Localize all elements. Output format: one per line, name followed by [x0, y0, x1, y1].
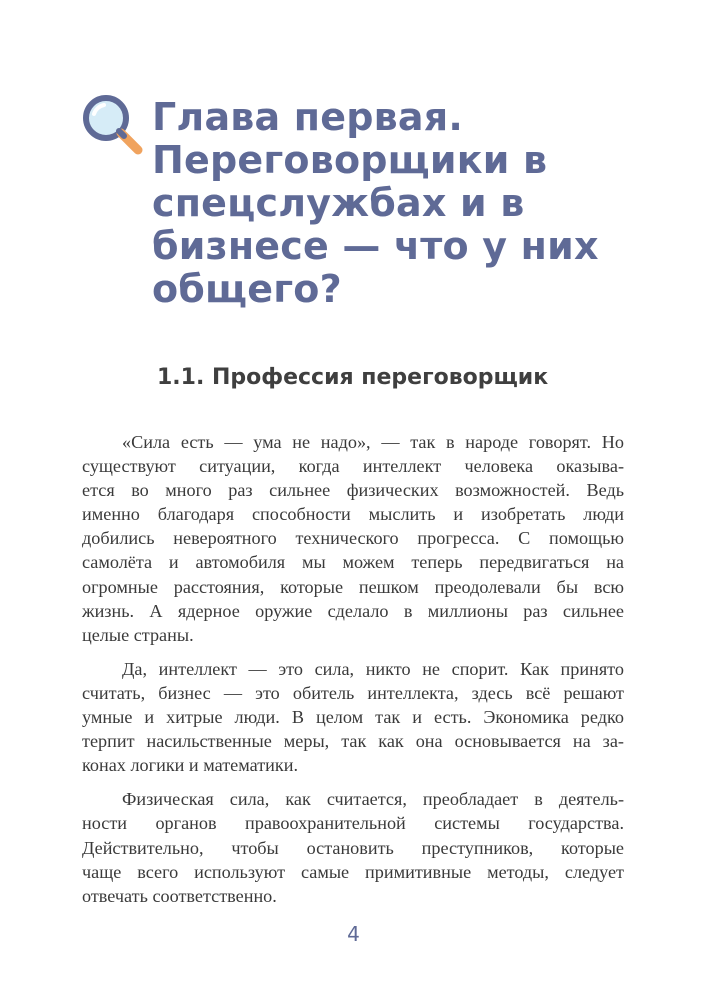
- text-line: терпит насильственные меры, так как она основывается на за-: [82, 731, 624, 752]
- paragraph: [82, 787, 624, 907]
- text-line: ности органов правоохранительной системы государства.: [82, 813, 624, 834]
- chapter-title-line: Переговорщики в: [152, 138, 548, 182]
- text-line: конах логики и математики.: [82, 755, 299, 776]
- text-line: добились невероятного технического прогресса. С помощью: [82, 528, 624, 549]
- text-line: Да, интеллект — это сила, никто не спорит. Как принято: [122, 658, 624, 679]
- page-number: 4: [347, 922, 360, 946]
- text-line: «Сила есть — ума не надо», — так в народе говорят. Но: [122, 432, 624, 452]
- text-line: жизнь. А ядерное оружие сделало в миллионы раз сильнее: [82, 600, 624, 621]
- text-line: именно благодаря способности мыслить и изобретать люди: [82, 504, 624, 525]
- chapter-title-line: Глава первая.: [152, 95, 463, 139]
- text-line: считать, бизнес — это обитель интеллекта, здесь всё решают: [82, 682, 624, 703]
- text-line: огромные расстояния, которые пешком преодолевали бы всю: [82, 576, 624, 597]
- chapter-title-line: общего?: [152, 267, 342, 311]
- chapter-title: [152, 96, 652, 311]
- text-line: отвечать соответственно.: [82, 885, 277, 906]
- text-line: самолёта и автомобиля мы можем теперь передвигаться на: [82, 552, 624, 573]
- paragraph: [82, 430, 624, 647]
- section-title: 1.1. Профессия переговорщик: [157, 365, 549, 390]
- text-line: умные и хитрые люди. В целом так и есть. Экономика редко: [82, 707, 624, 728]
- text-line: существуют ситуации, когда интеллект человека оказыва-: [82, 456, 624, 477]
- text-line: чаще всего используют самые примитивные методы, следует: [82, 861, 624, 882]
- text-line: Действительно, чтобы остановить преступников, которые: [82, 837, 624, 858]
- text-line: ется во много раз сильнее физических возможностей. Ведь: [82, 480, 624, 501]
- chapter-title-line: бизнесе — что у них: [152, 224, 599, 268]
- magnifier-icon: [80, 92, 146, 158]
- chapter-title-line: спецслужбах и в: [152, 181, 525, 225]
- text-line: Физическая сила, как считается, преобладает в деятель-: [122, 789, 624, 810]
- text-line: целые страны.: [82, 624, 194, 645]
- body-text: [82, 430, 624, 918]
- paragraph: [82, 657, 624, 777]
